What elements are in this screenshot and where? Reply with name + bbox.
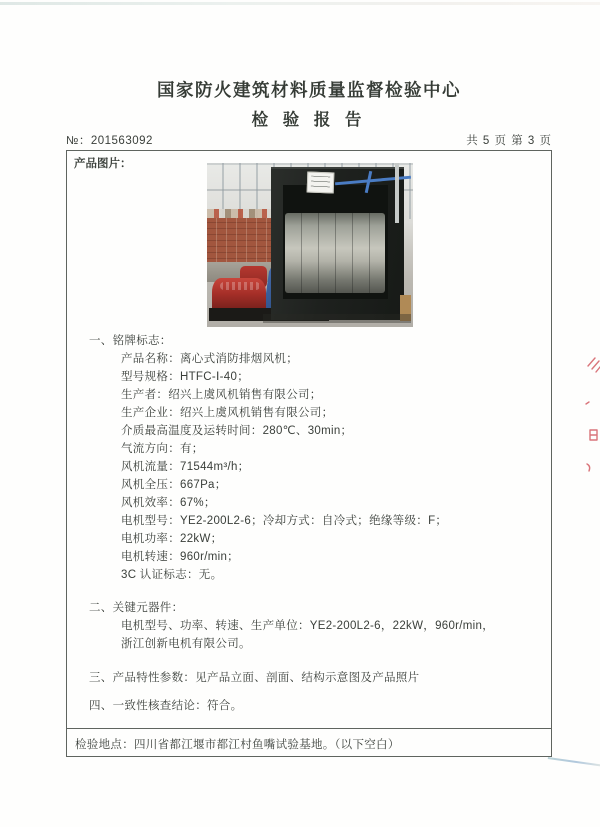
red-ink-marks [580,352,600,487]
nameplate-item-product-name: 产品名称：离心式消防排烟风机； [121,353,298,365]
section-nameplate [89,332,447,584]
institute-name: 国家防火建筑材料质量监督检验中心 [157,80,461,100]
inspection-location: 检验地点：四川省都江堰市都江村鱼嘴试验基地。（以下空白） [75,739,400,751]
report-number-value: 201563092 [90,135,153,147]
nameplate-item-motor-speed: 电机转速：960r/min； [121,551,239,563]
key-components-line-1: 电机型号、功率、转速、生产单位：YE2-200L2-6，22kW，960r/min， [121,620,495,632]
photo-impeller-drum [285,213,385,293]
product-photo-label: 产品图片： [74,158,132,170]
photo-background-pole [395,163,399,223]
page-count: 共 5 页 第 3 页 [466,135,552,147]
nameplate-item-efficiency: 风机效率：67%； [121,497,216,509]
inspection-location-row [67,728,551,757]
nameplate-item-airflow-direction: 气流方向：有； [121,443,204,455]
scan-bottom-artifact [548,757,600,767]
report-number [66,132,153,148]
photo-white-label-tag [307,172,335,194]
scan-top-edge-artifact [0,2,600,5]
report-body-box [66,150,552,757]
nameplate-item-producer: 生产者：绍兴上虞风机销售有限公司； [121,389,322,401]
report-title: 检 验 报 告 [251,111,367,129]
section-characteristics [89,669,419,687]
nameplate-item-max-temp: 介质最高温度及运转时间：280℃、30min； [121,425,353,437]
key-components-line-2: 浙江创新电机有限公司。 [121,638,251,650]
section-conformity [89,697,242,715]
nameplate-item-motor-power: 电机功率：22kW； [121,533,223,545]
section-conformity-heading: 四、一致性核查结论：符合。 [89,700,243,712]
photo-floor-shadow [263,314,411,323]
nameplate-item-3c-mark: 3C 认证标志：无。 [121,569,223,581]
report-number-label: №： [66,135,91,147]
section-characteristics-heading: 三、产品特性参数：见产品立面、剖面、结构示意图及产品照片 [89,672,420,684]
product-photo [207,163,413,327]
section-key-components [89,599,494,653]
nameplate-item-flow-rate: 风机流量：71544m³/h； [121,461,250,473]
nameplate-item-model: 型号规格：HTFC-Ⅰ-40； [121,371,250,383]
nameplate-item-total-pressure: 风机全压：667Pa； [121,479,227,491]
nameplate-item-motor-model: 电机型号：YE2-200L2-6；冷却方式：自冷式；绝缘等级：F； [121,515,448,527]
section-nameplate-heading: 一、铭牌标志： [89,335,172,347]
report-number-row [66,132,552,148]
nameplate-item-manufacturer: 生产企业：绍兴上虞风机销售有限公司； [121,407,334,419]
section-key-components-heading: 二、关键元器件： [89,602,184,614]
